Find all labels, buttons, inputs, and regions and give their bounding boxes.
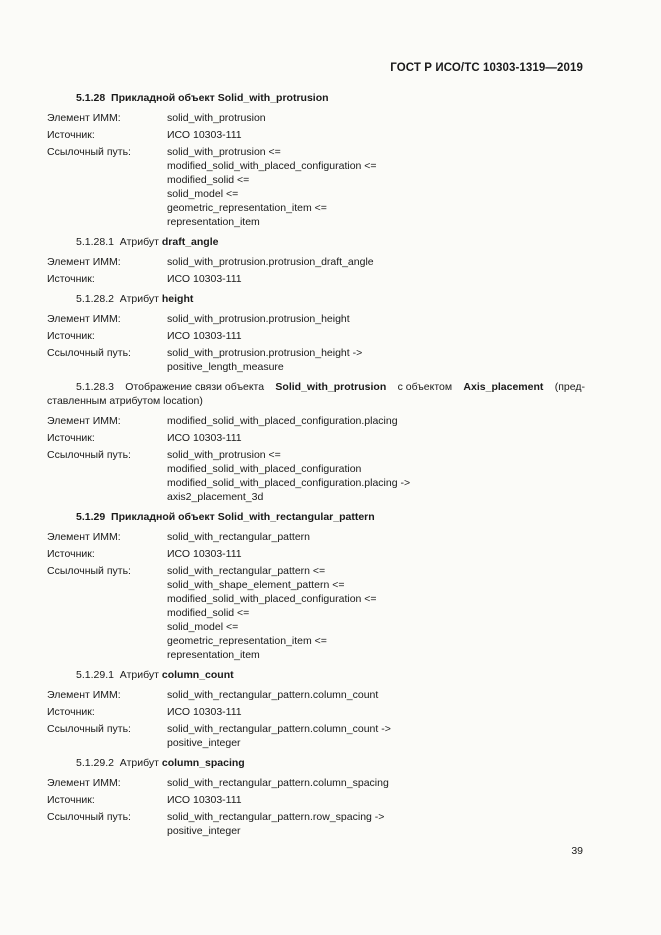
field-value — [167, 530, 585, 544]
field-label: Ссылочный путь: — [47, 811, 131, 823]
field-value — [167, 448, 585, 504]
field-label: Источник: — [47, 273, 95, 285]
value-line: ИСО 10303-111 — [167, 794, 242, 806]
attribute-heading — [47, 756, 585, 770]
field-value — [167, 547, 585, 561]
field-label: Ссылочный путь: — [47, 723, 131, 735]
value-line: solid_with_protrusion <= — [167, 449, 281, 461]
value-line: modified_solid_with_placed_configuration <= — [167, 160, 377, 172]
attribute-name: column_count — [161, 669, 234, 681]
field-row — [47, 448, 585, 504]
field-value — [167, 145, 585, 229]
section-heading — [47, 510, 585, 524]
mapping-text: с объектом — [397, 381, 453, 393]
field-row — [47, 530, 585, 544]
field-row — [47, 329, 585, 343]
value-line: modified_solid_with_placed_configuration.placing — [167, 415, 398, 427]
attribute-prefix: Атрибут — [119, 293, 159, 305]
field-value — [167, 793, 585, 807]
field-label: Элемент ИММ: — [47, 313, 121, 325]
section-number: 5.1.28.1 — [76, 236, 114, 248]
value-line: positive_integer — [167, 825, 241, 837]
value-line: modified_solid_with_placed_configuration.placing -> — [167, 477, 411, 489]
field-value — [167, 414, 585, 428]
field-row — [47, 793, 585, 807]
field-label: Источник: — [47, 432, 95, 444]
field-value — [167, 722, 585, 750]
section-heading — [47, 91, 585, 105]
section — [47, 235, 585, 286]
section-number: 5.1.29 — [76, 511, 106, 523]
mapping-text: Отображение связи объекта — [125, 381, 265, 393]
attribute-name: column_spacing — [161, 757, 245, 769]
field-label: Источник: — [47, 129, 95, 141]
value-line: solid_with_rectangular_pattern — [167, 531, 311, 543]
field-label: Ссылочный путь: — [47, 347, 131, 359]
value-line: ИСО 10303-111 — [167, 432, 242, 444]
value-line: solid_with_protrusion <= — [167, 146, 281, 158]
value-line: modified_solid <= — [167, 174, 250, 186]
section-title: Прикладной объект Solid_with_rectangular_pattern — [111, 511, 375, 523]
page-number: 39 — [571, 845, 583, 857]
section — [47, 91, 585, 229]
value-line: positive_integer — [167, 737, 241, 749]
value-line: geometric_representation_item <= — [167, 202, 327, 214]
value-line: solid_with_protrusion — [167, 112, 266, 124]
field-row — [47, 688, 585, 702]
value-line: modified_solid_with_placed_configuration <= — [167, 593, 377, 605]
field-value — [167, 329, 585, 343]
field-label: Элемент ИММ: — [47, 112, 121, 124]
section — [47, 380, 585, 504]
field-value — [167, 564, 585, 662]
value-line: ИСО 10303-111 — [167, 330, 242, 342]
value-line: solid_with_rectangular_pattern.row_spacing -> — [167, 811, 385, 823]
value-line: solid_model <= — [167, 621, 239, 633]
attribute-prefix: Атрибут — [119, 757, 159, 769]
field-row — [47, 272, 585, 286]
section — [47, 756, 585, 838]
field-row — [47, 111, 585, 125]
value-line: ИСО 10303-111 — [167, 129, 242, 141]
field-row — [47, 255, 585, 269]
value-line: solid_model <= — [167, 188, 239, 200]
field-row — [47, 776, 585, 790]
attribute-heading — [47, 292, 585, 306]
field-label: Источник: — [47, 330, 95, 342]
field-value — [167, 128, 585, 142]
value-line: positive_length_measure — [167, 361, 284, 373]
field-row — [47, 346, 585, 374]
mapping-heading — [47, 380, 585, 408]
section — [47, 292, 585, 374]
value-line: representation_item — [167, 649, 260, 661]
value-line: axis2_placement_3d — [167, 491, 264, 503]
value-line: modified_solid_with_placed_configuration — [167, 463, 362, 475]
field-label: Источник: — [47, 794, 95, 806]
attribute-heading — [47, 668, 585, 682]
value-line: representation_item — [167, 216, 260, 228]
field-value — [167, 255, 585, 269]
target-name: Axis_placement — [463, 381, 544, 393]
field-label: Ссылочный путь: — [47, 146, 131, 158]
field-row — [47, 547, 585, 561]
value-line: solid_with_rectangular_pattern.column_spacing — [167, 777, 389, 789]
field-value — [167, 346, 585, 374]
value-line: geometric_representation_item <= — [167, 635, 327, 647]
value-line: solid_with_rectangular_pattern.column_count — [167, 689, 379, 701]
field-row — [47, 705, 585, 719]
value-line: ИСО 10303-111 — [167, 273, 242, 285]
attribute-heading — [47, 235, 585, 249]
value-line: solid_with_shape_element_pattern <= — [167, 579, 345, 591]
field-value — [167, 431, 585, 445]
section-number: 5.1.29.1 — [76, 669, 114, 681]
attribute-name: draft_angle — [161, 236, 219, 248]
field-value — [167, 810, 585, 838]
section-number: 5.1.28.2 — [76, 293, 114, 305]
value-line: solid_with_protrusion.protrusion_draft_angle — [167, 256, 374, 268]
document-body — [47, 91, 585, 844]
section-number: 5.1.28 — [76, 92, 106, 104]
value-line: solid_with_rectangular_pattern.column_count -> — [167, 723, 391, 735]
field-value — [167, 312, 585, 326]
section — [47, 510, 585, 662]
field-row — [47, 810, 585, 838]
field-row — [47, 564, 585, 662]
field-label: Ссылочный путь: — [47, 449, 131, 461]
mapping-line — [76, 380, 585, 394]
field-value — [167, 272, 585, 286]
value-line: ИСО 10303-111 — [167, 548, 242, 560]
section-number: 5.1.28.3 — [76, 381, 114, 393]
field-row — [47, 431, 585, 445]
field-label: Элемент ИММ: — [47, 415, 121, 427]
field-value — [167, 705, 585, 719]
section-title: Прикладной объект Solid_with_protrusion — [111, 92, 329, 104]
field-label: Элемент ИММ: — [47, 531, 121, 543]
attribute-name: height — [161, 293, 194, 305]
document-header: ГОСТ Р ИСО/ТС 10303-1319—2019 — [390, 62, 583, 74]
object-name: Solid_with_protrusion — [275, 381, 387, 393]
field-label: Ссылочный путь: — [47, 565, 131, 577]
value-line: solid_with_rectangular_pattern <= — [167, 565, 326, 577]
attribute-prefix: Атрибут — [119, 669, 159, 681]
field-value — [167, 688, 585, 702]
value-line: ИСО 10303-111 — [167, 706, 242, 718]
field-value — [167, 776, 585, 790]
mapping-text: (пред- — [554, 381, 585, 393]
section-number: 5.1.29.2 — [76, 757, 114, 769]
field-row — [47, 312, 585, 326]
field-label: Элемент ИММ: — [47, 777, 121, 789]
field-label: Источник: — [47, 548, 95, 560]
field-row — [47, 722, 585, 750]
field-label: Элемент ИММ: — [47, 689, 121, 701]
section — [47, 668, 585, 750]
field-row — [47, 128, 585, 142]
field-label: Источник: — [47, 706, 95, 718]
field-row — [47, 414, 585, 428]
attribute-prefix: Атрибут — [119, 236, 159, 248]
mapping-continuation: ставленным атрибутом location) — [47, 395, 203, 407]
value-line: solid_with_protrusion.protrusion_height -> — [167, 347, 363, 359]
field-value — [167, 111, 585, 125]
field-label: Элемент ИММ: — [47, 256, 121, 268]
value-line: solid_with_protrusion.protrusion_height — [167, 313, 350, 325]
value-line: modified_solid <= — [167, 607, 250, 619]
field-row — [47, 145, 585, 229]
